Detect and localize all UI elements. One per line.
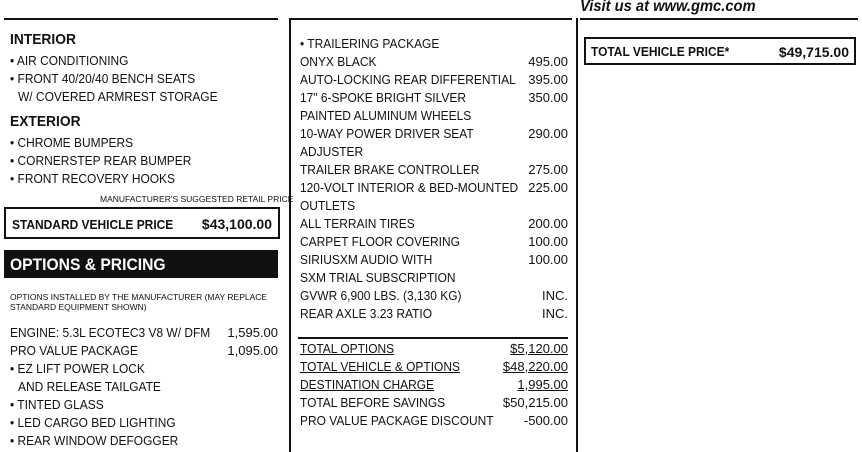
- pvp-item: • EZ LIFT POWER LOCK: [10, 361, 145, 376]
- option-label: ALL TERRAIN TIRES: [300, 216, 415, 231]
- total-price-box: [584, 37, 856, 65]
- total-row-label: DESTINATION CHARGE: [300, 377, 435, 392]
- total-row-value: $50,215.00: [502, 395, 568, 410]
- option-label: ONYX BLACK: [300, 54, 377, 69]
- option-label: SIRIUSXM AUDIO WITH: [300, 252, 433, 267]
- pvp-price: 1,095.00: [227, 343, 278, 358]
- total-price-label: TOTAL VEHICLE PRICE*: [591, 44, 730, 59]
- option-label: SXM TRIAL SUBSCRIPTION: [300, 270, 456, 285]
- exterior-item: • FRONT RECOVERY HOOKS: [10, 171, 176, 186]
- option-price: 395.00: [528, 72, 568, 87]
- interior-heading: INTERIOR: [10, 31, 76, 48]
- exterior-item: • CORNERSTEP REAR BUMPER: [10, 153, 192, 168]
- option-price: INC.: [542, 288, 568, 303]
- options-heading: OPTIONS & PRICING: [10, 255, 166, 274]
- top-rule-middle: [290, 18, 572, 20]
- exterior-heading: EXTERIOR: [10, 113, 81, 130]
- top-rule-right: [580, 18, 858, 20]
- option-label: TRAILER BRAKE CONTROLLER: [300, 162, 480, 177]
- total-row-label: PRO VALUE PACKAGE DISCOUNT: [300, 413, 494, 428]
- divider-left: [289, 18, 291, 452]
- interior-item: • AIR CONDITIONING: [10, 53, 129, 68]
- option-price: 275.00: [528, 162, 568, 177]
- option-label: 10-WAY POWER DRIVER SEAT: [300, 126, 474, 141]
- option-label: PAINTED ALUMINUM WHEELS: [300, 108, 472, 123]
- interior-item: W/ COVERED ARMREST STORAGE: [18, 89, 218, 104]
- option-label: REAR AXLE 3.23 RATIO: [300, 306, 433, 321]
- total-row-value: $5,120.00: [510, 341, 568, 356]
- option-label: CARPET FLOOR COVERING: [300, 234, 460, 249]
- total-row-label: TOTAL BEFORE SAVINGS: [300, 395, 446, 410]
- engine-price: 1,595.00: [227, 325, 278, 340]
- divider-right: [576, 18, 578, 452]
- option-label: OUTLETS: [300, 198, 356, 213]
- engine-label: ENGINE: 5.3L ECOTEC3 V8 W/ DFM: [10, 325, 211, 340]
- website-text: Visit us at www.gmc.com: [580, 0, 756, 15]
- standard-price-label: STANDARD VEHICLE PRICE: [12, 217, 174, 232]
- options-heading-bar: [4, 250, 278, 278]
- total-row-label: TOTAL VEHICLE & OPTIONS: [300, 359, 460, 374]
- top-rule-left: [4, 18, 278, 20]
- standard-price-value: $43,100.00: [201, 216, 272, 232]
- option-label: 120-VOLT INTERIOR & BED-MOUNTED: [300, 180, 519, 195]
- msrp-note: MANUFACTURER'S SUGGESTED RETAIL PRICE: [100, 194, 294, 204]
- options-note: STANDARD EQUIPMENT SHOWN): [10, 302, 147, 312]
- option-label: ADJUSTER: [300, 144, 364, 159]
- pvp-label: PRO VALUE PACKAGE: [10, 343, 138, 358]
- option-price: 495.00: [528, 54, 568, 69]
- pvp-item: • TINTED GLASS: [10, 397, 104, 412]
- option-label: GVWR 6,900 LBS. (3,130 KG): [300, 288, 462, 303]
- option-label: AUTO-LOCKING REAR DIFFERENTIAL: [300, 72, 516, 87]
- exterior-item: • CHROME BUMPERS: [10, 135, 134, 150]
- options-note: OPTIONS INSTALLED BY THE MANUFACTURER (MAY REPLACE: [10, 292, 268, 302]
- pvp-item: • REAR WINDOW DEFOGGER: [10, 433, 179, 448]
- option-price: 100.00: [528, 234, 568, 249]
- option-price: 225.00: [528, 180, 568, 195]
- total-row-value: $48,220.00: [502, 359, 568, 374]
- option-price: INC.: [542, 306, 568, 321]
- option-price: 100.00: [528, 252, 568, 267]
- option-price: 200.00: [528, 216, 568, 231]
- total-price-value: $49,715.00: [778, 44, 849, 60]
- option-label: 17" 6-SPOKE BRIGHT SILVER: [300, 90, 466, 105]
- total-row-label: TOTAL OPTIONS: [300, 341, 395, 356]
- total-row-value: -500.00: [523, 413, 568, 428]
- pvp-item: • LED CARGO BED LIGHTING: [10, 415, 176, 430]
- totals-rule: [298, 337, 568, 339]
- interior-item: • FRONT 40/20/40 BENCH SEATS: [10, 71, 196, 86]
- option-price: 350.00: [528, 90, 568, 105]
- trailering-item: • TRAILERING PACKAGE: [300, 36, 440, 51]
- standard-price-box: [4, 207, 280, 239]
- option-price: 290.00: [528, 126, 568, 141]
- pvp-item: AND RELEASE TAILGATE: [18, 379, 161, 394]
- total-row-value: 1,995.00: [517, 377, 568, 392]
